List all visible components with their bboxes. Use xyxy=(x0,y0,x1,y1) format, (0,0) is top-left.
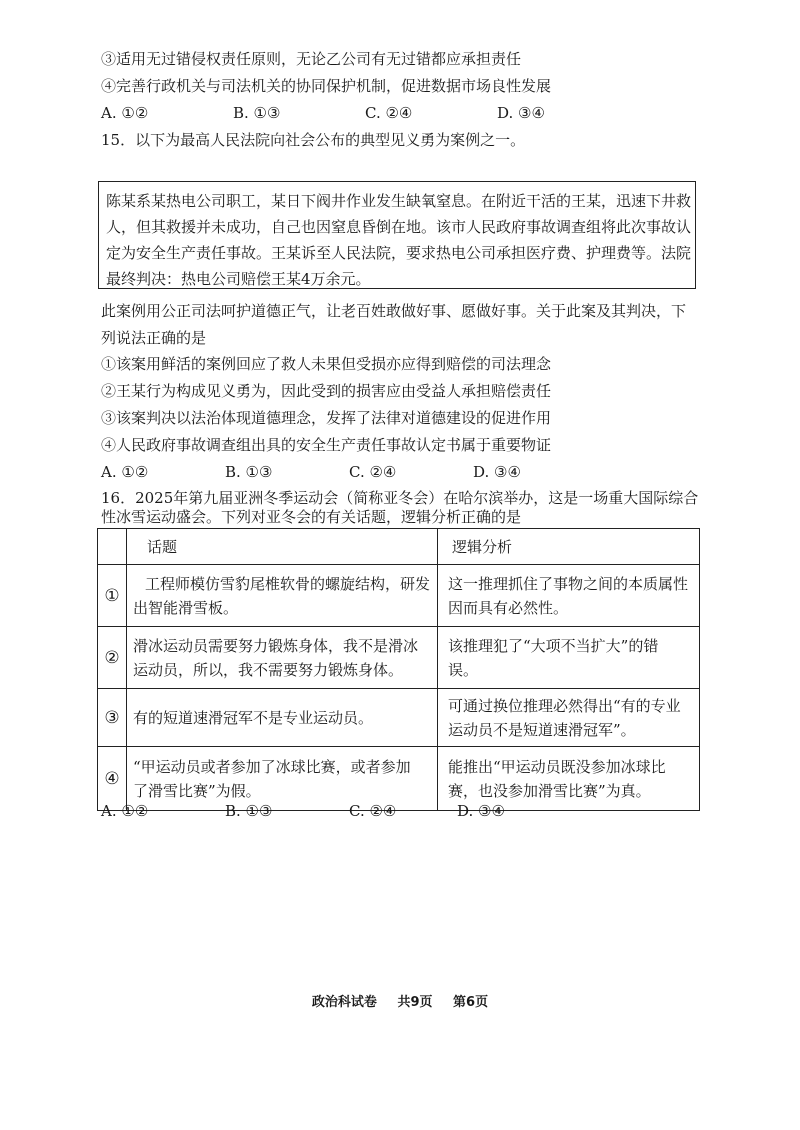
row-topic xyxy=(127,627,438,689)
analysis-line: 可通过换位推理必然得出“有的专业 xyxy=(448,696,681,715)
q14-item-4: ④完善行政机关与司法机关的协同保护机制，促进数据市场良性发展 xyxy=(101,77,552,95)
row-num: ① xyxy=(98,565,127,627)
header-analysis-label: 逻辑分析 xyxy=(452,537,513,556)
q15-question-line-2: 列说法正确的是 xyxy=(101,329,207,347)
q15-item-2: ②王某行为构成见义勇为，因此受到的损害应由受益人承担赔偿责任 xyxy=(101,382,552,400)
header-topic-label: 话题 xyxy=(147,537,178,556)
q15-stem: 15．以下为最高人民法院向社会公布的典型见义勇为案例之一。 xyxy=(101,131,526,149)
q15-option-b: B. ①③ xyxy=(225,463,273,481)
q14-item-3: ③适用无过错侵权责任原则，无论乙公司有无过错都应承担责任 xyxy=(101,50,522,68)
header-num-cell xyxy=(98,529,127,565)
table-row xyxy=(98,565,700,627)
q16-stem-line-2: 性冰雪运动盛会。下列对亚冬会的有关话题，逻辑分析正确的是 xyxy=(101,508,522,526)
analysis-line: 该推理犯了“大项不当扩大”的错 xyxy=(448,636,659,655)
header-topic-cell xyxy=(127,529,438,565)
q15-case-line: 人，但其救援并未成功，自己也因窒息昏倒在地。该市人民政府事故调查组将此次事故认 xyxy=(106,218,692,236)
q15-option-d: D. ③④ xyxy=(473,463,521,481)
topic-line: 了滑雪比赛”为假。 xyxy=(133,781,261,800)
q16-stem-line-1: 16．2025年第九届亚洲冬季运动会（简称亚冬会）在哈尔滨举办，这是一场重大国际综合 xyxy=(101,489,699,507)
q16-option-d: D. ③④ xyxy=(457,802,505,820)
analysis-line: 因而具有必然性。 xyxy=(448,598,569,617)
analysis-line: 运动员不是短道速滑冠军”。 xyxy=(448,720,636,739)
page-footer xyxy=(0,993,800,1013)
topic-line: 有的短道速滑冠军不是专业运动员。 xyxy=(133,708,374,727)
q14-option-a: A. ①② xyxy=(101,104,149,122)
row-num: ④ xyxy=(98,747,127,811)
q15-question-line-1: 此案例用公正司法呵护道德正气，让老百姓敢做好事、愿做好事。关于此案及其判决，下 xyxy=(101,302,687,320)
q16-options xyxy=(101,801,701,821)
analysis-line: 能推出“甲运动员既没参加冰球比 xyxy=(448,757,666,776)
analysis-line: 这一推理抓住了事物之间的本质属性 xyxy=(448,574,689,593)
q15-option-a: A. ①② xyxy=(101,463,149,481)
q14-options xyxy=(101,103,701,123)
q15-case-line: 最终判决：热电公司赔偿王某4万余元。 xyxy=(106,270,371,288)
topic-line: 运动员，所以，我不需要努力锻炼身体。 xyxy=(133,660,404,679)
row-analysis xyxy=(438,689,700,747)
q15-item-3: ③该案判决以法治体现道德理念，发挥了法律对道德建设的促进作用 xyxy=(101,409,552,427)
q15-options xyxy=(101,462,701,482)
q15-item-1: ①该案用鲜活的案例回应了救人未果但受损亦应得到赔偿的司法理念 xyxy=(101,355,552,373)
row-topic xyxy=(127,565,438,627)
topic-line: 滑冰运动员需要努力锻炼身体，我不是滑冰 xyxy=(133,636,419,655)
q15-case-line: 陈某系某热电公司职工，某日下阀井作业发生缺氧窒息。在附近干活的王某，迅速下井救 xyxy=(106,192,692,210)
q15-item-4: ④人民政府事故调查组出具的安全生产责任事故认定书属于重要物证 xyxy=(101,436,552,454)
footer-subject: 政治科试卷 xyxy=(311,995,377,1010)
table-row xyxy=(98,689,700,747)
q16-option-a: A. ①② xyxy=(101,802,149,820)
footer-total-pages: 共9页 xyxy=(397,995,433,1010)
header-analysis-cell xyxy=(438,529,700,565)
topic-line: “甲运动员或者参加了冰球比赛，或者参加 xyxy=(133,757,411,776)
q15-option-c: C. ②④ xyxy=(349,463,397,481)
q14-option-d: D. ③④ xyxy=(497,104,545,122)
row-num: ③ xyxy=(98,689,127,747)
table-row xyxy=(98,627,700,689)
q15-case-box xyxy=(98,181,696,289)
row-analysis xyxy=(438,565,700,627)
table-header-row xyxy=(98,529,700,565)
q14-option-c: C. ②④ xyxy=(365,104,413,122)
q16-option-c: C. ②④ xyxy=(349,802,397,820)
analysis-line: 赛，也没参加滑雪比赛”为真。 xyxy=(448,781,651,800)
q16-logic-table xyxy=(97,528,700,811)
q14-option-b: B. ①③ xyxy=(233,104,281,122)
row-num: ② xyxy=(98,627,127,689)
analysis-line: 误。 xyxy=(448,660,479,679)
row-analysis xyxy=(438,627,700,689)
topic-line: 出智能滑雪板。 xyxy=(133,598,239,617)
footer-page-number: 第6页 xyxy=(453,995,489,1010)
topic-line: 工程师模仿雪豹尾椎软骨的螺旋结构，研发 xyxy=(145,574,431,593)
q15-case-line: 定为安全生产责任事故。王某诉至人民法院，要求热电公司承担医疗费、护理费等。法院 xyxy=(106,244,692,262)
row-topic xyxy=(127,689,438,747)
q16-option-b: B. ①③ xyxy=(225,802,273,820)
